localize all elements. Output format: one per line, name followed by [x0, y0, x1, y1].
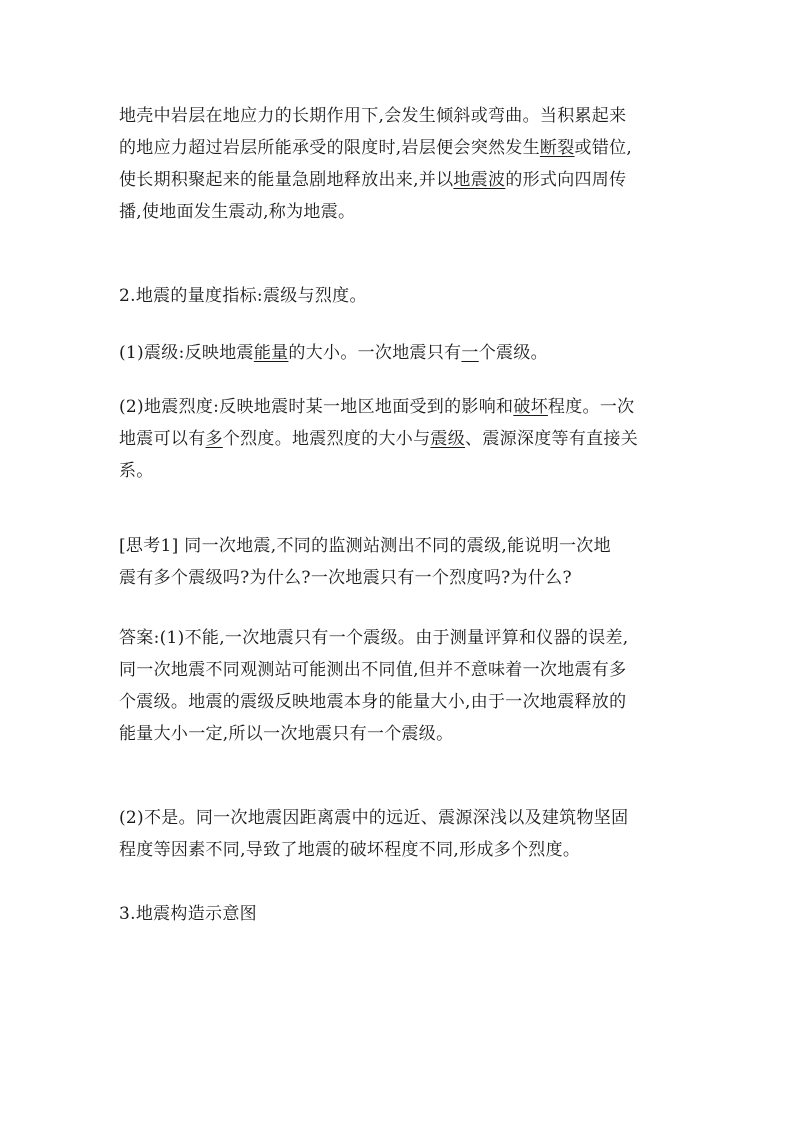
paragraph-earthquake-definition — [119, 100, 679, 228]
underlined-term: 能量 — [253, 343, 289, 363]
paragraph-intensity — [119, 391, 679, 487]
text-line: 程度等因素不同,导致了地震的破坏程度不同,形成多个烈度。 — [119, 840, 581, 860]
text-line — [119, 164, 679, 196]
underlined-term: 断裂 — [539, 138, 575, 158]
text-line: 3.地震构造示意图 — [119, 904, 257, 924]
underlined-term: 多 — [205, 429, 223, 449]
text-span: 的形式向四周传 — [505, 170, 627, 190]
text-span: (2)地震烈度:反映地震时某一地区地面受到的影响和 — [119, 397, 514, 417]
text-line: 2.地震的量度指标:震级与烈度。 — [119, 286, 367, 306]
underlined-term: 地震波 — [453, 170, 506, 190]
text-line — [119, 337, 679, 369]
paragraph-answer-1 — [119, 622, 679, 750]
text-line — [119, 132, 679, 164]
underlined-term: 一 — [461, 343, 479, 363]
text-line: 同一次地震不同观测站可能测出不同值,但并不意味着一次地震有多 — [119, 660, 627, 680]
text-line: [思考1] 同一次地震,不同的监测站测出不同的震级,能说明一次地 — [119, 536, 611, 556]
text-line: 答案:(1)不能,一次地震只有一个震级。由于测量评算和仪器的误差, — [119, 628, 629, 648]
text-line — [119, 391, 679, 423]
text-line: 震有多个震级吗?为什么?一次地震只有一个烈度吗?为什么? — [119, 568, 572, 588]
text-span: 、震源深度等有直接关 — [465, 429, 639, 449]
text-line: 播,使地面发生震动,称为地震。 — [119, 202, 356, 222]
text-span: 程度。一次 — [547, 397, 635, 417]
text-line: 能量大小一定,所以一次地震只有一个震级。 — [119, 724, 454, 744]
text-span: 的大小。一次地震只有 — [288, 343, 462, 363]
section-heading-diagram — [119, 898, 679, 930]
text-line — [119, 423, 679, 455]
text-line: 个震级。地震的震级反映地震本身的能量大小,由于一次地震释放的 — [119, 692, 627, 712]
section-heading-measure — [119, 280, 679, 312]
text-line: 系。 — [119, 461, 154, 481]
paragraph-magnitude — [119, 337, 679, 369]
paragraph-answer-2 — [119, 802, 679, 866]
text-span: 个震级。 — [478, 343, 548, 363]
text-span: 或错位, — [574, 138, 633, 158]
text-span: 使长期积聚起来的能量急剧地释放出来,并以 — [119, 170, 454, 190]
text-span: 个烈度。地震烈度的大小与 — [222, 429, 431, 449]
underlined-term: 破坏 — [513, 397, 548, 417]
text-span: 的地应力超过岩层所能承受的限度时,岩层便会突然发生 — [119, 138, 540, 158]
text-line: (2)不是。同一次地震因距离震中的远近、震源深浅以及建筑物坚固 — [119, 808, 629, 828]
underlined-term: 震级 — [430, 429, 466, 449]
text-line: 地壳中岩层在地应力的长期作用下,会发生倾斜或弯曲。当积累起来 — [119, 106, 627, 126]
text-span: (1)震级:反映地震 — [119, 343, 254, 363]
paragraph-think-question — [119, 530, 679, 594]
text-span: 地震可以有 — [119, 429, 206, 449]
